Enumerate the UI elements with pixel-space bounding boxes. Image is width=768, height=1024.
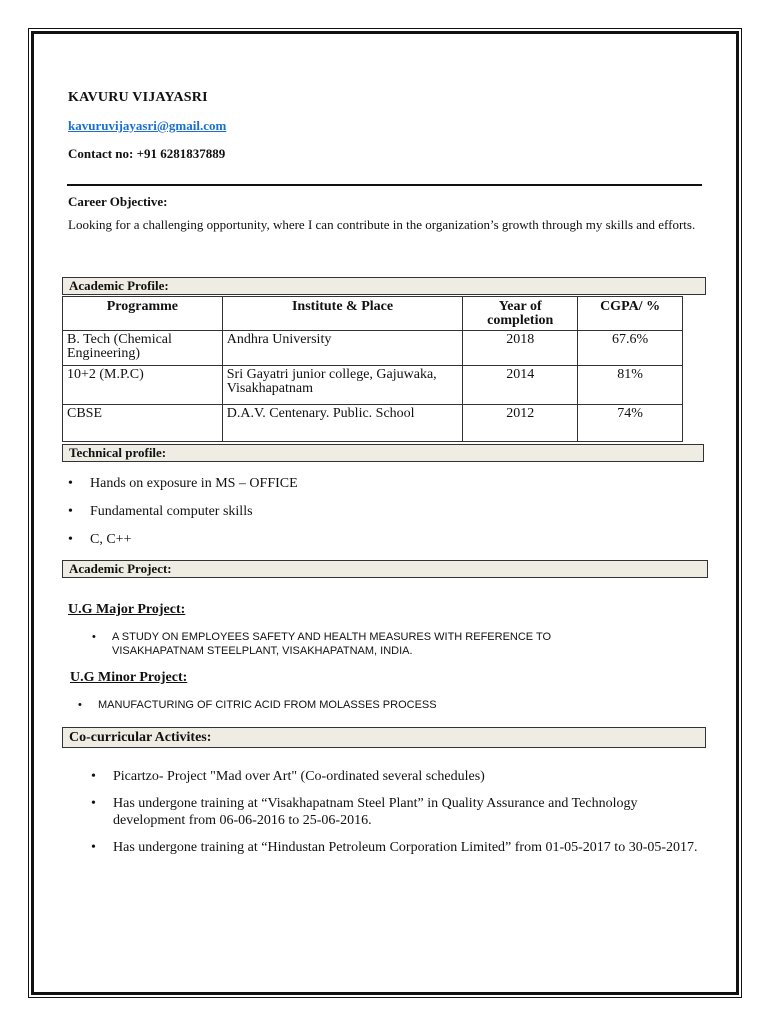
- bullet-icon: •: [92, 631, 96, 643]
- list-item-text: Hands on exposure in MS – OFFICE: [90, 476, 298, 491]
- list-item: [68, 531, 298, 559]
- minor-project-heading: U.G Minor Project:: [70, 670, 188, 685]
- bullet-icon: •: [68, 504, 73, 519]
- table-header-row: [63, 297, 683, 331]
- col-header-programme: Programme: [63, 297, 223, 331]
- list-item-text: C, C++: [90, 532, 132, 547]
- list-item-text: Picartzo- Project "Mad over Art" (Co-ordinated several schedules): [113, 769, 485, 784]
- table-row: [63, 405, 683, 442]
- list-item: [68, 475, 298, 503]
- cell-programme: B. Tech (Chemical Engineering): [63, 331, 223, 366]
- major-project-heading: U.G Major Project:: [68, 602, 186, 617]
- list-item-text: MANUFACTURING OF CITRIC ACID FROM MOLASSES PROCESS: [98, 699, 437, 711]
- table-row: [63, 366, 683, 405]
- list-item: [91, 839, 698, 856]
- bullet-icon: •: [68, 476, 73, 491]
- list-item: [78, 698, 658, 712]
- list-item-text: Fundamental computer skills: [90, 504, 253, 519]
- cell-programme: CBSE: [63, 405, 223, 442]
- candidate-name: KAVURU VIJAYASRI: [68, 90, 208, 105]
- cocurricular-heading: Co-curricular Activites:: [62, 727, 706, 748]
- bullet-icon: •: [68, 532, 73, 547]
- cell-programme: 10+2 (M.P.C): [63, 366, 223, 405]
- objective-heading: Career Objective:: [68, 194, 168, 209]
- cell-score: 74%: [578, 405, 683, 442]
- email-link[interactable]: kavuruvijayasri@gmail.com: [68, 118, 227, 133]
- list-item: [68, 503, 298, 531]
- header-divider: [67, 184, 702, 186]
- bullet-icon: •: [91, 769, 96, 784]
- bullet-icon: •: [78, 699, 82, 711]
- list-item: [91, 795, 698, 829]
- table-row: [63, 331, 683, 366]
- minor-project-list: [78, 698, 658, 712]
- academic-table: [62, 296, 683, 442]
- cell-institute: Andhra University: [222, 331, 463, 366]
- technical-profile-heading: Technical profile:: [62, 444, 704, 462]
- list-item-text: Has undergone training at “Hindustan Petroleum Corporation Limited” from 01-05-2017 to 30-05-2017.: [113, 840, 698, 855]
- cell-institute: Sri Gayatri junior college, Gajuwaka, Visakhapatnam: [222, 366, 463, 405]
- col-header-score: CGPA/ %: [578, 297, 683, 331]
- list-item-text: Has undergone training at “Visakhapatnam Steel Plant” in Quality Assurance and Technology development from 06-06-2016 to 25-06-2016.: [113, 796, 638, 828]
- list-item: [92, 630, 632, 658]
- academic-profile-heading: Academic Profile:: [62, 277, 706, 295]
- cocurricular-list: [91, 768, 698, 866]
- technical-list: [68, 475, 298, 559]
- contact-number: Contact no: +91 6281837889: [68, 146, 226, 161]
- bullet-icon: •: [91, 840, 96, 855]
- academic-project-heading: Academic Project:: [62, 560, 708, 578]
- objective-text: Looking for a challenging opportunity, where I can contribute in the organization’s growth through my skills and efforts.: [68, 217, 696, 232]
- list-item: [91, 768, 698, 785]
- bullet-icon: •: [91, 796, 96, 811]
- cell-year: 2018: [463, 331, 578, 366]
- col-header-institute: Institute & Place: [222, 297, 463, 331]
- cell-year: 2012: [463, 405, 578, 442]
- cell-score: 67.6%: [578, 331, 683, 366]
- col-header-year: Year of completion: [463, 297, 578, 331]
- major-project-list: [92, 630, 632, 658]
- cell-year: 2014: [463, 366, 578, 405]
- cell-institute: D.A.V. Centenary. Public. School: [222, 405, 463, 442]
- cell-score: 81%: [578, 366, 683, 405]
- list-item-text: A STUDY ON EMPLOYEES SAFETY AND HEALTH MEASURES WITH REFERENCE TO VISAKHAPATNAM STEELPLANT, VISAKHAPATNAM, INDIA.: [112, 631, 552, 657]
